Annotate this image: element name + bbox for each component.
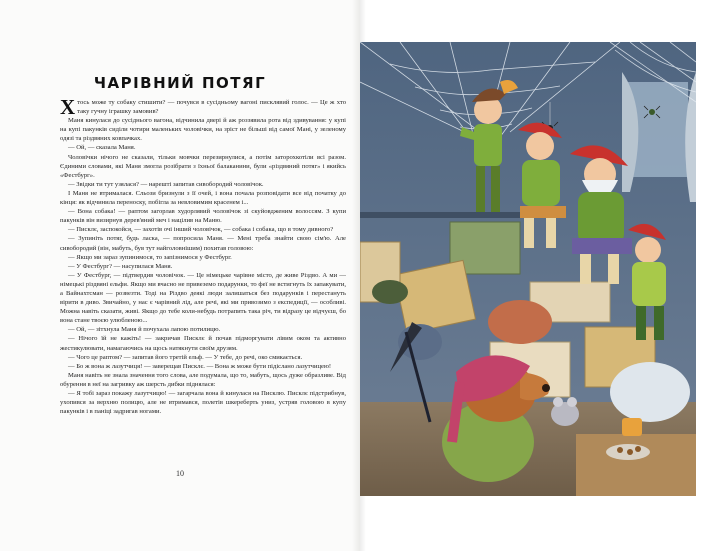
illustration-svg [360,42,696,496]
drop-cap: Х [60,95,76,119]
page-number: 10 [176,469,184,478]
paragraph: — У Фестбург, — підтвердив чоловічок. — Це німецьке чарівне місто, де живе Різдво. А ми — німецькі різдвяні ельфи. Якщо ми вчасно не привеземо подарунки, то феї не встигнуть їх запакувати, а Вайнахтсман — розвезти. Тоді на Різдво деякі люди залишаться без подарунків і перестануть вірити в диво. Звичайно, у нас є чарівний лід, але речі, які ми привозимо з експедиції, — особливі. Можна навіть сказати, живі. Якщо до тебе коли-небудь потрапить така річ, ти відразу це відчуєш, бо вона стане твоєю улюбленою... [60,271,346,325]
paragraph: — Чого це раптом? — запитав його третій ельф. — У тебе, до речі, око смикається. [68,353,303,361]
red-sack [488,300,552,344]
chapter-text [60,95,346,416]
paragraph: — У Фестбург? — насупилася Маня. [68,262,173,270]
paragraph: — Ой, — сказала Маня. [68,144,136,152]
pot [372,280,408,304]
paragraph: — Писклє, заспокойся, — захотів очі інший чоловічок, — собака і собака, що в тому дивного? [68,226,334,234]
paragraph: — Зупиніть потяг, будь ласка, — попросила Маня. — Мені треба знайти свою сім'ю. Але сивобородий (він, мабуть, був тут найголовнішим) похитав головою: [60,235,346,252]
paragraph: — Ой, — зітхнула Маня й почухала лапою потилицю. [68,326,221,334]
paragraph: І Маня не втрималася. Сльози бризнули з її очей, і вона почала розповідати все від початку до кінця: як відчинила переноску, побігла за невловимим красенем і... [60,189,346,207]
tea-cup [622,418,642,436]
paragraph: Маня кинулася до сусіднього вагона, відчинила двері й аж роззявила рота від здивування: у купі на купі пакунків сиділи чотири маленьких чоловічки, на зріст не більші від самої Мані, у зеленому одязі та різдвяних ковпачках. [60,117,346,143]
paragraph: — Нічого їй не кажіть! — закричав Писклє й почав підморгувати лівим оком та активно жестикулювати, намагаючись на щось натякнути своїм друзям. [60,335,346,352]
paragraph: — Бо ж вона ж лазутчиця! — заверещав Писклє. — Вона ж може бути підіслано лазутчицею! [68,362,332,370]
paragraph: — Вона собака! — раптом загорлав худорлявий чоловічок зі скуйовдженим волоссям. З купи пакунків він визирнув дерев'яний меч і націлив на Маню. [60,208,346,225]
illustration-elves-in-wagon [360,42,696,496]
paragraph: — Звідки ти тут узялася? — нарешті запитав сивобородий чоловічок. [68,180,264,188]
chapter-title: ЧАРІВНИЙ ПОТЯГ [93,74,267,92]
white-sack [610,362,690,422]
paragraph: — Я тобі зараз покажу лазутчицю! — загарчала вона й кинулася на Писклю. Писклє підстрибнув, ухопився за верхню полицю, але не втримався, полетів шкереберть униз, устряв головою в купу пакунків і в паніці задригав ногами. [60,390,346,416]
first-paragraph [60,95,346,119]
paragraph: Чоловічки нічого не сказали, тільки мовчки перезирнулися, а потім заторохкотіли всі разом. Єдиними словами, які Маня змогла розібрати з їхньої балаканини, були «різдвяний потяг» і якийсь «Фестбург». [60,153,346,179]
paragraph: — Якщо ми зараз зупинимося, то запізнимося у Фестбург. [68,253,232,261]
paragraph: Маня навіть не знала значення того слова, але подумала, що то, мабуть, щось дуже образливе. Від обурення в неї на загривку аж шерсть дибки піднялася: [60,371,346,388]
first-paragraph-text: тось може ту собаку стишити? — почувся в сусідньому вагоні писклявий голос. — Це ж хто таку гучну іграшку замовив? [77,99,346,116]
